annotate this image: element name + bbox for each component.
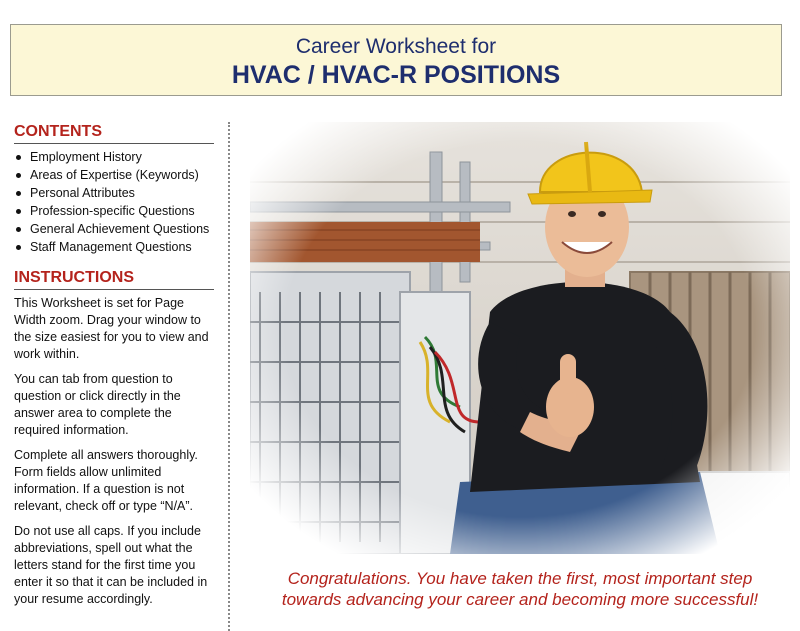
congratulations-message: [250, 568, 790, 610]
contents-item-areas-of-expertise[interactable]: Areas of Expertise (Keywords): [14, 166, 214, 184]
header-subtitle: Career Worksheet for: [295, 35, 497, 58]
technician-photo: [250, 122, 790, 554]
instructions-body: [14, 295, 214, 608]
technician-illustration: [250, 122, 790, 554]
instruction-paragraph: You can tab from question to question or click directly in the answer area to complete the required information.: [14, 372, 181, 437]
instruction-paragraph: Do not use all caps. If you include abbreviations, spell out what the letters stand for the first time you enter it so that it can be included in your resume accordingly.: [14, 524, 208, 606]
congrats-line-1: Congratulations. You have taken the first, most important step: [287, 569, 753, 588]
contents-heading: CONTENTS: [14, 122, 214, 144]
instruction-paragraph: This Worksheet is set for Page Width zoom. Drag your window to the size easiest for you to view and work within.: [14, 296, 209, 361]
worksheet-header: [10, 24, 782, 96]
contents-list: [14, 148, 214, 256]
contents-item-profession-questions[interactable]: Profession-specific Questions: [14, 202, 214, 220]
contents-item-personal-attributes[interactable]: Personal Attributes: [14, 184, 214, 202]
left-column: [14, 122, 214, 616]
column-divider: [228, 122, 230, 631]
instructions-heading: INSTRUCTIONS: [14, 268, 214, 290]
header-title: HVAC / HVAC-R POSITIONS: [231, 61, 561, 89]
contents-item-achievement-questions[interactable]: General Achievement Questions: [14, 220, 214, 238]
congrats-line-2: towards advancing your career and becoming more successful!: [281, 590, 759, 609]
contents-item-staff-management[interactable]: Staff Management Questions: [14, 238, 214, 256]
contents-item-employment-history[interactable]: Employment History: [14, 148, 214, 166]
instruction-paragraph: Complete all answers thoroughly. Form fields allow unlimited information. If a question is not relevant, check off or type “N/A”.: [14, 448, 198, 513]
